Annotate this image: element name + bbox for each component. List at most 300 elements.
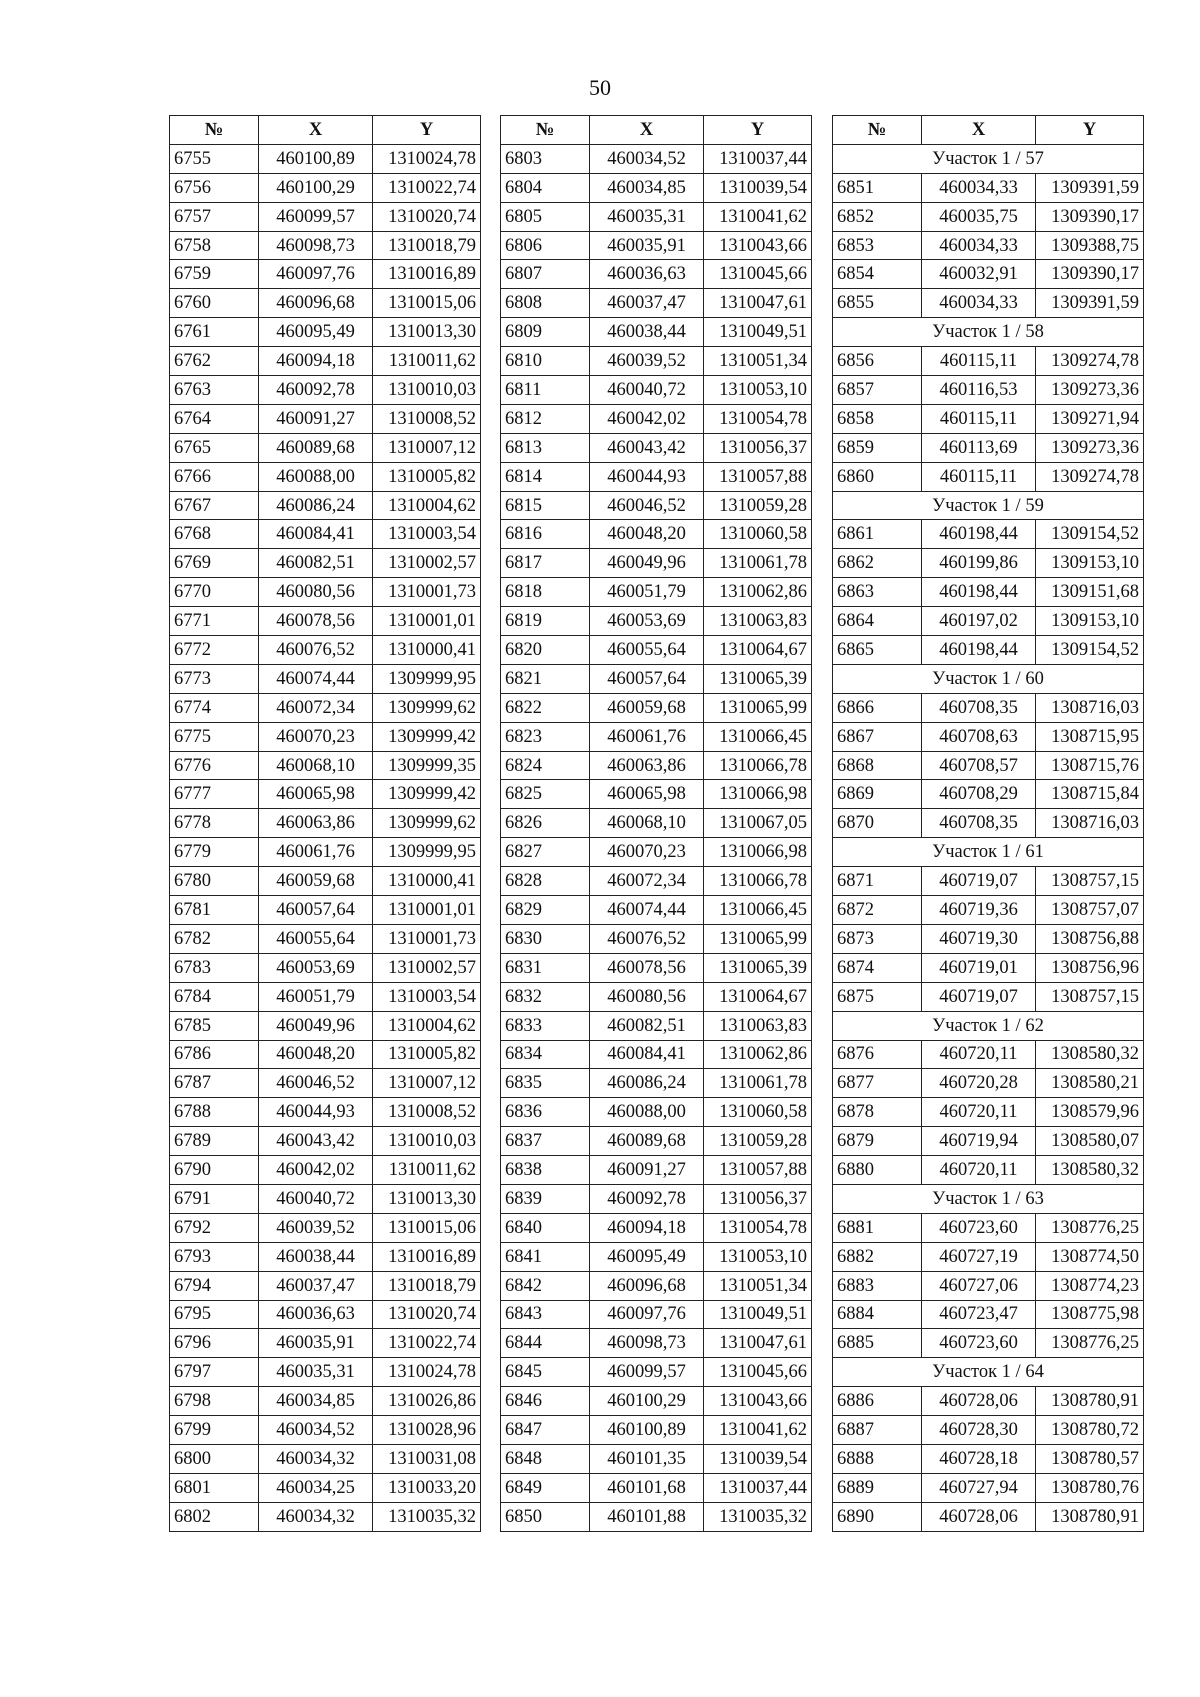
y-coordinate-cell: 1310020,74 [373,1300,481,1329]
table-row [501,867,812,896]
x-coordinate-cell: 460708,29 [922,780,1036,809]
y-coordinate-cell: 1310028,96 [373,1416,481,1445]
point-number-cell: 6768 [170,520,259,549]
table-row [833,982,1144,1011]
x-coordinate-cell: 460115,11 [922,347,1036,376]
point-number-cell: 6762 [170,347,259,376]
table-row [501,1444,812,1473]
y-coordinate-cell: 1308780,72 [1036,1416,1144,1445]
point-number-cell: 6837 [501,1127,590,1156]
y-coordinate-cell: 1309390,17 [1036,202,1144,231]
table-row [501,433,812,462]
table-row [170,636,481,665]
table-row [170,520,481,549]
x-coordinate-cell: 460061,76 [259,838,373,867]
x-coordinate-cell: 460059,68 [259,867,373,896]
x-coordinate-cell: 460708,57 [922,751,1036,780]
table-row [833,809,1144,838]
table-row [501,693,812,722]
x-coordinate-cell: 460035,31 [590,202,704,231]
x-coordinate-cell: 460063,86 [259,809,373,838]
point-number-cell: 6760 [170,289,259,318]
point-number-cell: 6864 [833,607,922,636]
point-number-cell: 6863 [833,578,922,607]
x-coordinate-cell: 460100,89 [259,144,373,173]
section-title: Участок 1 / 63 [833,1184,1144,1213]
table-row [833,780,1144,809]
y-coordinate-cell: 1310045,66 [704,1358,812,1387]
point-number-cell: 6826 [501,809,590,838]
table-row [833,722,1144,751]
x-coordinate-cell: 460088,00 [259,462,373,491]
y-coordinate-cell: 1310065,99 [704,924,812,953]
point-number-cell: 6828 [501,867,590,896]
table-row [833,867,1144,896]
table-row [501,491,812,520]
y-coordinate-cell: 1308580,32 [1036,1156,1144,1185]
point-number-cell: 6810 [501,347,590,376]
x-coordinate-cell: 460089,68 [259,433,373,462]
point-number-cell: 6776 [170,751,259,780]
y-coordinate-cell: 1310043,66 [704,1387,812,1416]
x-coordinate-cell: 460032,91 [922,260,1036,289]
table-row [833,1098,1144,1127]
x-coordinate-cell: 460091,27 [259,404,373,433]
y-coordinate-cell: 1309390,17 [1036,260,1144,289]
x-coordinate-cell: 460055,64 [590,636,704,665]
x-coordinate-cell: 460095,49 [590,1242,704,1271]
table-row [501,1242,812,1271]
table-row [501,376,812,405]
point-number-cell: 6772 [170,636,259,665]
y-coordinate-cell: 1310007,12 [373,1069,481,1098]
point-number-cell: 6812 [501,404,590,433]
y-coordinate-cell: 1308580,21 [1036,1069,1144,1098]
y-coordinate-cell: 1310035,32 [373,1502,481,1531]
y-coordinate-cell: 1308715,95 [1036,722,1144,751]
x-coordinate-cell: 460720,11 [922,1098,1036,1127]
y-coordinate-cell: 1309999,95 [373,664,481,693]
x-coordinate-cell: 460034,32 [259,1444,373,1473]
table-row [170,318,481,347]
x-coordinate-cell: 460053,69 [590,607,704,636]
y-coordinate-cell: 1309999,42 [373,780,481,809]
y-coordinate-cell: 1309999,42 [373,722,481,751]
point-number-cell: 6823 [501,722,590,751]
x-coordinate-cell: 460728,30 [922,1416,1036,1445]
table-row [833,202,1144,231]
table-row [501,780,812,809]
point-number-cell: 6890 [833,1502,922,1531]
x-coordinate-cell: 460068,10 [590,809,704,838]
table-row [170,838,481,867]
section-title: Участок 1 / 60 [833,664,1144,693]
table-row [170,1387,481,1416]
x-coordinate-cell: 460086,24 [259,491,373,520]
y-coordinate-cell: 1309154,52 [1036,636,1144,665]
table-row [170,202,481,231]
point-number-cell: 6873 [833,924,922,953]
y-coordinate-cell: 1310037,44 [704,1473,812,1502]
point-number-cell: 6761 [170,318,259,347]
table-row [833,1213,1144,1242]
x-coordinate-cell: 460051,79 [259,982,373,1011]
y-coordinate-cell: 1310041,62 [704,1416,812,1445]
y-coordinate-cell: 1309153,10 [1036,607,1144,636]
x-coordinate-cell: 460034,32 [259,1502,373,1531]
point-number-cell: 6831 [501,953,590,982]
x-coordinate-cell: 460092,78 [259,376,373,405]
table-row [501,1040,812,1069]
y-coordinate-cell: 1310066,98 [704,838,812,867]
table-row [833,578,1144,607]
section-title: Участок 1 / 57 [833,144,1144,173]
coordinates-table-3 [832,115,1144,1532]
table-row [501,144,812,173]
point-number-cell: 6788 [170,1098,259,1127]
header-number: № [501,116,590,145]
point-number-cell: 6860 [833,462,922,491]
table-row [170,722,481,751]
y-coordinate-cell: 1310054,78 [704,1213,812,1242]
x-coordinate-cell: 460039,52 [590,347,704,376]
y-coordinate-cell: 1310064,67 [704,636,812,665]
y-coordinate-cell: 1308756,88 [1036,924,1144,953]
table-row [501,1416,812,1445]
point-number-cell: 6845 [501,1358,590,1387]
table-row [501,289,812,318]
point-number-cell: 6771 [170,607,259,636]
x-coordinate-cell: 460727,19 [922,1242,1036,1271]
x-coordinate-cell: 460036,63 [259,1300,373,1329]
x-coordinate-cell: 460046,52 [590,491,704,520]
table-row [170,982,481,1011]
x-coordinate-cell: 460094,18 [590,1213,704,1242]
x-coordinate-cell: 460065,98 [590,780,704,809]
x-coordinate-cell: 460040,72 [590,376,704,405]
point-number-cell: 6756 [170,173,259,202]
point-number-cell: 6759 [170,260,259,289]
table-row [501,1011,812,1040]
table-row [170,578,481,607]
x-coordinate-cell: 460728,06 [922,1387,1036,1416]
y-coordinate-cell: 1310066,45 [704,722,812,751]
table-row [501,1387,812,1416]
y-coordinate-cell: 1310062,86 [704,1040,812,1069]
y-coordinate-cell: 1310024,78 [373,1358,481,1387]
x-coordinate-cell: 460042,02 [259,1156,373,1185]
x-coordinate-cell: 460720,11 [922,1040,1036,1069]
x-coordinate-cell: 460101,68 [590,1473,704,1502]
table-row [501,722,812,751]
y-coordinate-cell: 1310061,78 [704,549,812,578]
table-row [501,896,812,925]
point-number-cell: 6766 [170,462,259,491]
point-number-cell: 6799 [170,1416,259,1445]
table-row [170,693,481,722]
y-coordinate-cell: 1310022,74 [373,173,481,202]
header-number: № [833,116,922,145]
section-title: Участок 1 / 58 [833,318,1144,347]
y-coordinate-cell: 1310001,73 [373,924,481,953]
table-row [170,404,481,433]
x-coordinate-cell: 460076,52 [259,636,373,665]
y-coordinate-cell: 1310005,82 [373,462,481,491]
point-number-cell: 6795 [170,1300,259,1329]
x-coordinate-cell: 460092,78 [590,1184,704,1213]
x-coordinate-cell: 460115,11 [922,462,1036,491]
table-row [501,347,812,376]
y-coordinate-cell: 1310026,86 [373,1387,481,1416]
table-row [833,549,1144,578]
y-coordinate-cell: 1308715,76 [1036,751,1144,780]
x-coordinate-cell: 460048,20 [590,520,704,549]
table-row [170,809,481,838]
y-coordinate-cell: 1310037,44 [704,144,812,173]
point-number-cell: 6879 [833,1127,922,1156]
point-number-cell: 6801 [170,1473,259,1502]
table-row [170,780,481,809]
x-coordinate-cell: 460708,63 [922,722,1036,751]
y-coordinate-cell: 1310049,51 [704,1300,812,1329]
table-row [501,231,812,260]
table-row [501,1358,812,1387]
y-coordinate-cell: 1310063,83 [704,1011,812,1040]
x-coordinate-cell: 460070,23 [259,722,373,751]
y-coordinate-cell: 1309274,78 [1036,347,1144,376]
y-coordinate-cell: 1310022,74 [373,1329,481,1358]
point-number-cell: 6888 [833,1444,922,1473]
table-row [501,202,812,231]
y-coordinate-cell: 1310066,98 [704,780,812,809]
point-number-cell: 6778 [170,809,259,838]
x-coordinate-cell: 460034,33 [922,289,1036,318]
x-coordinate-cell: 460035,91 [259,1329,373,1358]
x-coordinate-cell: 460080,56 [259,578,373,607]
point-number-cell: 6869 [833,780,922,809]
table-row [501,1300,812,1329]
y-coordinate-cell: 1308580,07 [1036,1127,1144,1156]
x-coordinate-cell: 460048,20 [259,1040,373,1069]
x-coordinate-cell: 460101,88 [590,1502,704,1531]
header-x: X [590,116,704,145]
table-row [170,1040,481,1069]
point-number-cell: 6832 [501,982,590,1011]
y-coordinate-cell: 1310010,03 [373,1127,481,1156]
x-coordinate-cell: 460063,86 [590,751,704,780]
y-coordinate-cell: 1310051,34 [704,1271,812,1300]
table-row [170,289,481,318]
point-number-cell: 6763 [170,376,259,405]
y-coordinate-cell: 1310024,78 [373,144,481,173]
point-number-cell: 6889 [833,1473,922,1502]
table-row [170,173,481,202]
y-coordinate-cell: 1310043,66 [704,231,812,260]
table-row [501,404,812,433]
point-number-cell: 6786 [170,1040,259,1069]
table-row [170,231,481,260]
y-coordinate-cell: 1308757,15 [1036,982,1144,1011]
point-number-cell: 6870 [833,809,922,838]
x-coordinate-cell: 460038,44 [259,1242,373,1271]
point-number-cell: 6800 [170,1444,259,1473]
point-number-cell: 6758 [170,231,259,260]
y-coordinate-cell: 1308579,96 [1036,1098,1144,1127]
point-number-cell: 6792 [170,1213,259,1242]
point-number-cell: 6821 [501,664,590,693]
y-coordinate-cell: 1308774,23 [1036,1271,1144,1300]
y-coordinate-cell: 1310001,01 [373,896,481,925]
x-coordinate-cell: 460078,56 [259,607,373,636]
table-row [170,491,481,520]
x-coordinate-cell: 460095,49 [259,318,373,347]
y-coordinate-cell: 1310033,20 [373,1473,481,1502]
table-row [170,751,481,780]
section-title: Участок 1 / 59 [833,491,1144,520]
point-number-cell: 6815 [501,491,590,520]
y-coordinate-cell: 1310066,78 [704,751,812,780]
y-coordinate-cell: 1309391,59 [1036,173,1144,202]
point-number-cell: 6774 [170,693,259,722]
section-row [833,318,1144,347]
point-number-cell: 6811 [501,376,590,405]
point-number-cell: 6779 [170,838,259,867]
x-coordinate-cell: 460100,29 [259,173,373,202]
section-row [833,491,1144,520]
point-number-cell: 6841 [501,1242,590,1271]
x-coordinate-cell: 460096,68 [590,1271,704,1300]
table-row [170,1502,481,1531]
header-number: № [170,116,259,145]
y-coordinate-cell: 1310013,30 [373,1184,481,1213]
table-row [501,1184,812,1213]
x-coordinate-cell: 460199,86 [922,549,1036,578]
y-coordinate-cell: 1309273,36 [1036,433,1144,462]
section-row [833,1011,1144,1040]
table-row [170,1329,481,1358]
x-coordinate-cell: 460049,96 [259,1011,373,1040]
y-coordinate-cell: 1310064,67 [704,982,812,1011]
point-number-cell: 6849 [501,1473,590,1502]
y-coordinate-cell: 1310020,74 [373,202,481,231]
x-coordinate-cell: 460708,35 [922,693,1036,722]
table-row [501,924,812,953]
table-row [501,549,812,578]
y-coordinate-cell: 1310065,99 [704,693,812,722]
table-row [170,953,481,982]
x-coordinate-cell: 460719,07 [922,867,1036,896]
table-row [170,376,481,405]
y-coordinate-cell: 1310059,28 [704,491,812,520]
point-number-cell: 6817 [501,549,590,578]
table-row [501,1271,812,1300]
table-row [170,1242,481,1271]
table-row [170,462,481,491]
table-row [501,1213,812,1242]
table-row [170,1473,481,1502]
table-row [501,982,812,1011]
point-number-cell: 6839 [501,1184,590,1213]
point-number-cell: 6783 [170,953,259,982]
point-number-cell: 6806 [501,231,590,260]
x-coordinate-cell: 460035,91 [590,231,704,260]
table-row [501,318,812,347]
point-number-cell: 6851 [833,173,922,202]
header-y: Y [704,116,812,145]
point-number-cell: 6882 [833,1242,922,1271]
y-coordinate-cell: 1310045,66 [704,260,812,289]
x-coordinate-cell: 460046,52 [259,1069,373,1098]
point-number-cell: 6780 [170,867,259,896]
y-coordinate-cell: 1310039,54 [704,1444,812,1473]
y-coordinate-cell: 1308780,91 [1036,1387,1144,1416]
table-row [833,231,1144,260]
x-coordinate-cell: 460082,51 [259,549,373,578]
point-number-cell: 6861 [833,520,922,549]
point-number-cell: 6885 [833,1329,922,1358]
table-row [170,867,481,896]
y-coordinate-cell: 1310062,86 [704,578,812,607]
x-coordinate-cell: 460100,89 [590,1416,704,1445]
y-coordinate-cell: 1309271,94 [1036,404,1144,433]
point-number-cell: 6834 [501,1040,590,1069]
y-coordinate-cell: 1309999,95 [373,838,481,867]
table-row [833,433,1144,462]
table-row [833,462,1144,491]
x-coordinate-cell: 460076,52 [590,924,704,953]
y-coordinate-cell: 1310013,30 [373,318,481,347]
point-number-cell: 6880 [833,1156,922,1185]
table-row [501,1127,812,1156]
section-row [833,144,1144,173]
point-number-cell: 6850 [501,1502,590,1531]
y-coordinate-cell: 1310004,62 [373,491,481,520]
section-title: Участок 1 / 64 [833,1358,1144,1387]
point-number-cell: 6775 [170,722,259,751]
point-number-cell: 6764 [170,404,259,433]
point-number-cell: 6858 [833,404,922,433]
x-coordinate-cell: 460719,30 [922,924,1036,953]
table-row [170,1011,481,1040]
y-coordinate-cell: 1309151,68 [1036,578,1144,607]
table-row [501,636,812,665]
y-coordinate-cell: 1309273,36 [1036,376,1144,405]
section-row [833,1358,1144,1387]
point-number-cell: 6757 [170,202,259,231]
x-coordinate-cell: 460098,73 [259,231,373,260]
table-row [501,607,812,636]
table-row [833,1127,1144,1156]
y-coordinate-cell: 1310018,79 [373,231,481,260]
x-coordinate-cell: 460723,60 [922,1213,1036,1242]
x-coordinate-cell: 460728,06 [922,1502,1036,1531]
table-row [833,289,1144,318]
x-coordinate-cell: 460034,25 [259,1473,373,1502]
point-number-cell: 6883 [833,1271,922,1300]
y-coordinate-cell: 1308756,96 [1036,953,1144,982]
point-number-cell: 6844 [501,1329,590,1358]
table-row [833,1300,1144,1329]
x-coordinate-cell: 460723,60 [922,1329,1036,1358]
point-number-cell: 6789 [170,1127,259,1156]
table-row [170,144,481,173]
table-row [501,664,812,693]
y-coordinate-cell: 1310063,83 [704,607,812,636]
x-coordinate-cell: 460034,52 [590,144,704,173]
y-coordinate-cell: 1308774,50 [1036,1242,1144,1271]
y-coordinate-cell: 1310060,58 [704,1098,812,1127]
point-number-cell: 6842 [501,1271,590,1300]
